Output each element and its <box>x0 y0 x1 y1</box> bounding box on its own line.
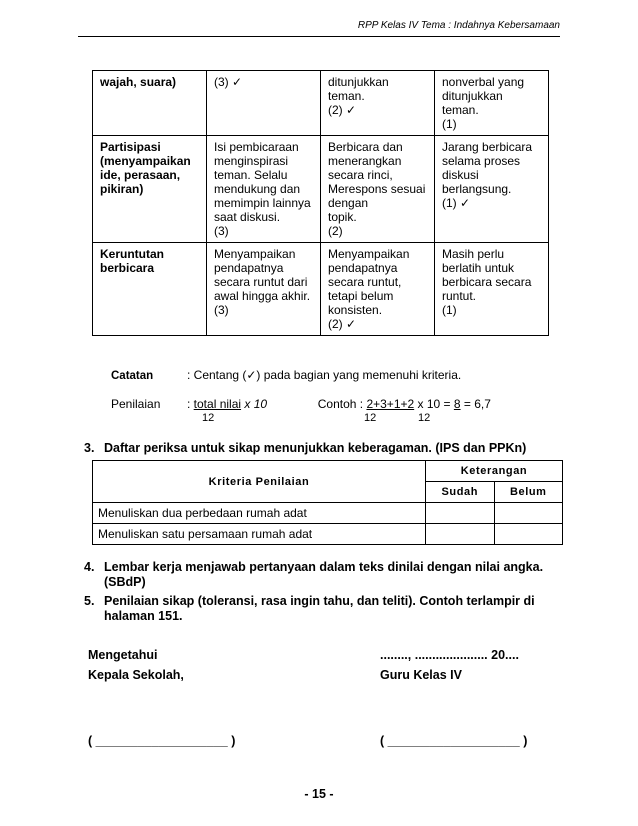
formula-denominator: 12 <box>202 412 215 424</box>
cell-line: ditunjukkan <box>442 89 503 103</box>
contoh-label: Contoh : <box>317 397 367 411</box>
cell-line: Menyampaikan <box>328 247 410 261</box>
score-cell <box>207 71 321 136</box>
cell-line: Masih perlu <box>442 247 505 261</box>
header-keterangan: Keterangan <box>426 461 563 482</box>
table-row <box>93 503 563 524</box>
cell-line: mendukung dan <box>214 182 301 196</box>
cell-line: tetapi belum <box>328 289 394 303</box>
cell-line: wajah, suara) <box>100 75 177 89</box>
catatan-note <box>111 368 461 382</box>
cell-line: nonverbal yang <box>442 75 525 89</box>
cell-line: saat diskusi. <box>214 210 281 224</box>
cell-line: Isi pembicaraan <box>214 140 299 154</box>
cell-line: selama proses <box>442 154 521 168</box>
cell-line: (2) ✓ <box>328 103 357 117</box>
cell-line: secara rinci, <box>328 168 393 182</box>
running-header: RPP Kelas IV Tema : Indahnya Kebersamaan <box>357 20 560 31</box>
cell-line: (2) ✓ <box>328 317 357 331</box>
date-line: ........, ..................... 20.... <box>380 648 519 662</box>
cell-line: berlatih untuk <box>442 261 515 275</box>
cell-line: diskusi <box>442 168 479 182</box>
cell-line: pendapatnya <box>328 261 398 275</box>
catatan-label: Catatan <box>111 370 154 382</box>
cell-line: menerangkan <box>328 154 402 168</box>
sudah-cell <box>426 524 495 545</box>
rubric-table <box>92 70 549 336</box>
cell-line: dengan <box>328 196 369 210</box>
header-belum: Belum <box>494 482 563 503</box>
cell-line: teman. <box>328 89 365 103</box>
score-cell <box>207 243 321 336</box>
belum-cell <box>494 524 563 545</box>
checklist-table <box>92 460 563 545</box>
score-cell <box>435 243 549 336</box>
kriteria-cell: Menuliskan dua perbedaan rumah adat <box>93 503 426 524</box>
cell-line: teman. <box>442 103 479 117</box>
page-number: - 15 - <box>304 787 334 801</box>
cell-line: (1) <box>442 117 457 131</box>
cell-line: ditunjukkan <box>328 75 389 89</box>
table-row <box>93 136 549 243</box>
cell-line: secara runtut dari <box>214 275 308 289</box>
cell-line: berbicara <box>100 261 155 275</box>
cell-line: (menyampaikan <box>100 154 191 168</box>
contoh-result: = 6,7 <box>460 397 491 411</box>
cell-line: (2) <box>328 224 343 238</box>
cell-line: konsisten. <box>328 303 383 317</box>
cell-line: pendapatnya <box>214 261 284 275</box>
cell-line: Menyampaikan <box>214 247 296 261</box>
cell-line: Keruntutan <box>100 247 164 261</box>
score-cell <box>321 243 435 336</box>
contoh-denominator: 12 <box>364 412 377 424</box>
cell-line: Merespons sesuai <box>328 182 426 196</box>
signature-blank-left: ( ___________________ ) <box>88 734 236 748</box>
cell-line: menginspirasi <box>214 154 289 168</box>
cell-line: teman. Selalu <box>214 168 288 182</box>
kriteria-cell: Menuliskan satu persamaan rumah adat <box>93 524 426 545</box>
cell-line: (1) <box>442 303 457 317</box>
cell-line: pikiran) <box>100 182 144 196</box>
table-row <box>93 71 549 136</box>
penilaian-label: Penilaian <box>111 397 161 411</box>
cell-line: (3) <box>214 303 229 317</box>
score-cell <box>321 71 435 136</box>
cell-line: Jarang berbicara <box>442 140 533 154</box>
cell-line: (3) ✓ <box>214 75 243 89</box>
contoh-numerator-2: 8 <box>453 397 461 411</box>
score-cell <box>207 136 321 243</box>
cell-line: secara runtut, <box>328 275 402 289</box>
header-sudah: Sudah <box>426 482 495 503</box>
cell-line: Partisipasi <box>100 140 161 154</box>
cell-line: Berbicara dan <box>328 140 403 154</box>
kepala-sekolah-label: Kepala Sekolah, <box>88 668 184 682</box>
contoh-numerator: 2+3+1+2 <box>366 397 415 411</box>
catatan-text: : Centang (✓) pada bagian yang memenuhi kriteria. <box>187 368 462 382</box>
belum-cell <box>494 503 563 524</box>
criteria-cell <box>93 71 207 136</box>
cell-line: ide, perasaan, <box>100 168 181 182</box>
formula-numerator: total nilai <box>193 397 242 411</box>
cell-line: berlangsung. <box>442 182 512 196</box>
criteria-cell <box>93 136 207 243</box>
header-rule <box>78 36 560 37</box>
cell-line: berbicara secara <box>442 275 532 289</box>
item-5: 5. Penilaian sikap (toleransi, rasa ingin tahu, dan teliti). Contoh terlampir di halaman 151. <box>84 594 535 623</box>
table-row <box>93 524 563 545</box>
contoh-denominator-2: 12 <box>418 412 431 424</box>
cell-line: (3) <box>214 224 229 238</box>
signature-blank-right: ( ___________________ ) <box>380 734 528 748</box>
score-cell <box>321 136 435 243</box>
criteria-cell <box>93 243 207 336</box>
guru-kelas-label: Guru Kelas IV <box>380 668 462 682</box>
table-row <box>93 243 549 336</box>
penilaian-formula: Penilaian : total nilai x 10 Contoh : 2+3+1+2 x 10 = 8 = 6,7 <box>111 397 491 411</box>
cell-line: topik. <box>328 210 357 224</box>
item-4: 4. Lembar kerja menjawab pertanyaan dalam teks dinilai dengan nilai angka. (SBdP) <box>84 560 544 589</box>
cell-line: runtut. <box>442 289 477 303</box>
score-cell <box>435 136 549 243</box>
cell-line: awal hingga akhir. <box>214 289 311 303</box>
cell-line: (1) ✓ <box>442 196 471 210</box>
mengetahui-label: Mengetahui <box>88 648 158 662</box>
sudah-cell <box>426 503 495 524</box>
item-3: 3. Daftar periksa untuk sikap menunjukkan keberagaman. (IPS dan PPKn) <box>84 441 527 455</box>
header-kriteria: Kriteria Penilaian <box>93 461 426 503</box>
score-cell <box>435 71 549 136</box>
cell-line: memimpin lainnya <box>214 196 311 210</box>
